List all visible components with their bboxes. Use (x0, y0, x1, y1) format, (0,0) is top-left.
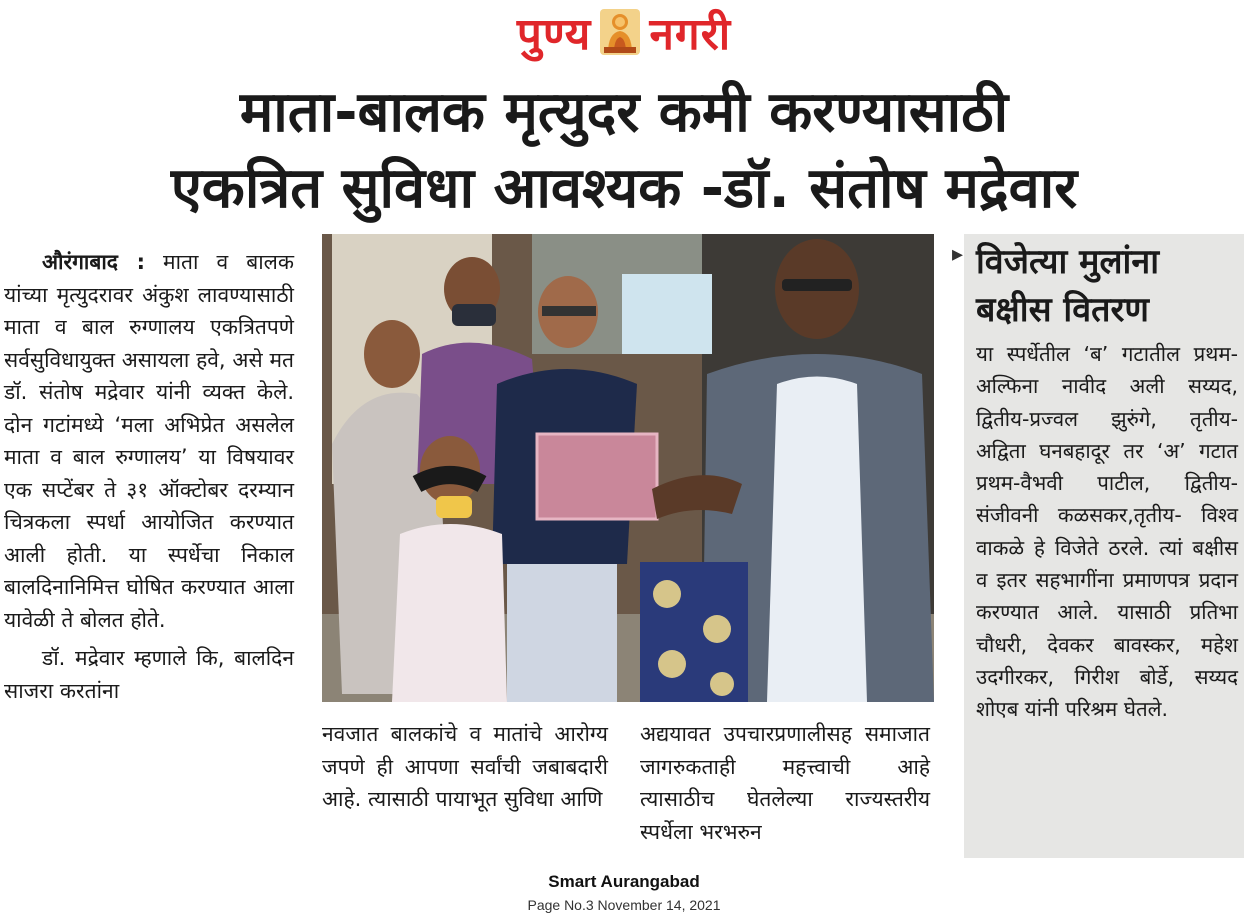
masthead-right: नगरी (649, 9, 732, 60)
masthead-deity-logo-icon (600, 9, 640, 55)
article-column-3: अद्ययावत उपचारप्रणालीसह समाजात जागरुकताही महत्त्वाची आहे त्यासाठीच घेतलेल्या राज्यस्तरीय स्पर्धेला भरभरुन (640, 722, 930, 844)
headline-line-2: एकत्रित सुविधा आवश्यक -डॉ. संतोष मद्रेवार (170, 156, 1078, 221)
headline-line-1: माता-बालक मृत्युदर कमी करण्यासाठी (239, 80, 1009, 145)
sidebar-bullet-icon: ▸ (952, 242, 964, 267)
dateline: औरंगाबाद : (42, 250, 145, 274)
article-paragraph-1 (4, 246, 294, 636)
sidebar-title: विजेत्या मुलांना बक्षीस वितरण (976, 242, 1160, 330)
sidebar-body: या स्पर्धेतील ‘ब’ गटातील प्रथम-अल्फिना नावीद अली सय्यद, द्वितीय-प्रज्वल झुरुंगे, तृतीय- अद्विता घनबहादूर तर ‘अ’ गटात प्रथम-वैभवी पाटील, द्वितीय-संजीवनी कळसकर,तृतीय- विश्व वाकळे हे विजेते ठरले. त्यांं बक्षीस व इतर सहभागींना प्रमाणपत्र प्रदान करण्यात आले. यासाठी प्रतिभा चौधरी, देवकर बावस्कर, महेश उदगीरकर, गिरीश बोर्डे, सय्यद शोएब यांनी परिश्रम घेतले. (976, 342, 1238, 722)
article-paragraph-1-text: माता व बालक यांच्या मृत्युदरावर अंकुश लावण्यासाठी माता व बाल रुग्णालय एकत्रितपणे सर्वसुविधायुक्त असायला हवे, असे मत डॉ. संतोष मद्रेवार यांनी व्यक्त केले. दोन गटांमध्ये ‘मला अभिप्रेत असलेल माता व बाल रुग्णालय’ या विषयावर एक सप्टेंबर ते ३१ ऑक्टोबर दरम्यान चित्रकला स्पर्धा आयोजित करण्यात आली होती. या स्पर्धेचा निकाल बालदिनानिमित्त घोषित करण्यात आला यावेळी ते बोलत होते. (4, 250, 295, 632)
footer-page-date: Page No.3 November 14, 2021 (527, 897, 721, 913)
sidebar-box (964, 234, 1244, 858)
award-photo (322, 234, 934, 702)
masthead-left: पुण्य (516, 9, 592, 60)
masthead (0, 2, 1248, 62)
article-paragraph-2: डॉ. मद्रेवार म्हणाले कि, बालदिन साजरा करतांना (4, 646, 294, 703)
footer-publication: Smart Aurangabad (548, 872, 700, 891)
article-column-1 (4, 246, 294, 713)
article-column-2: नवजात बालकांचे व मातांचे आरोग्य जपणे ही आपणा सर्वांची जबाबदारी आहे. त्यासाठी पायाभूत सुविधा आणि (322, 722, 608, 811)
